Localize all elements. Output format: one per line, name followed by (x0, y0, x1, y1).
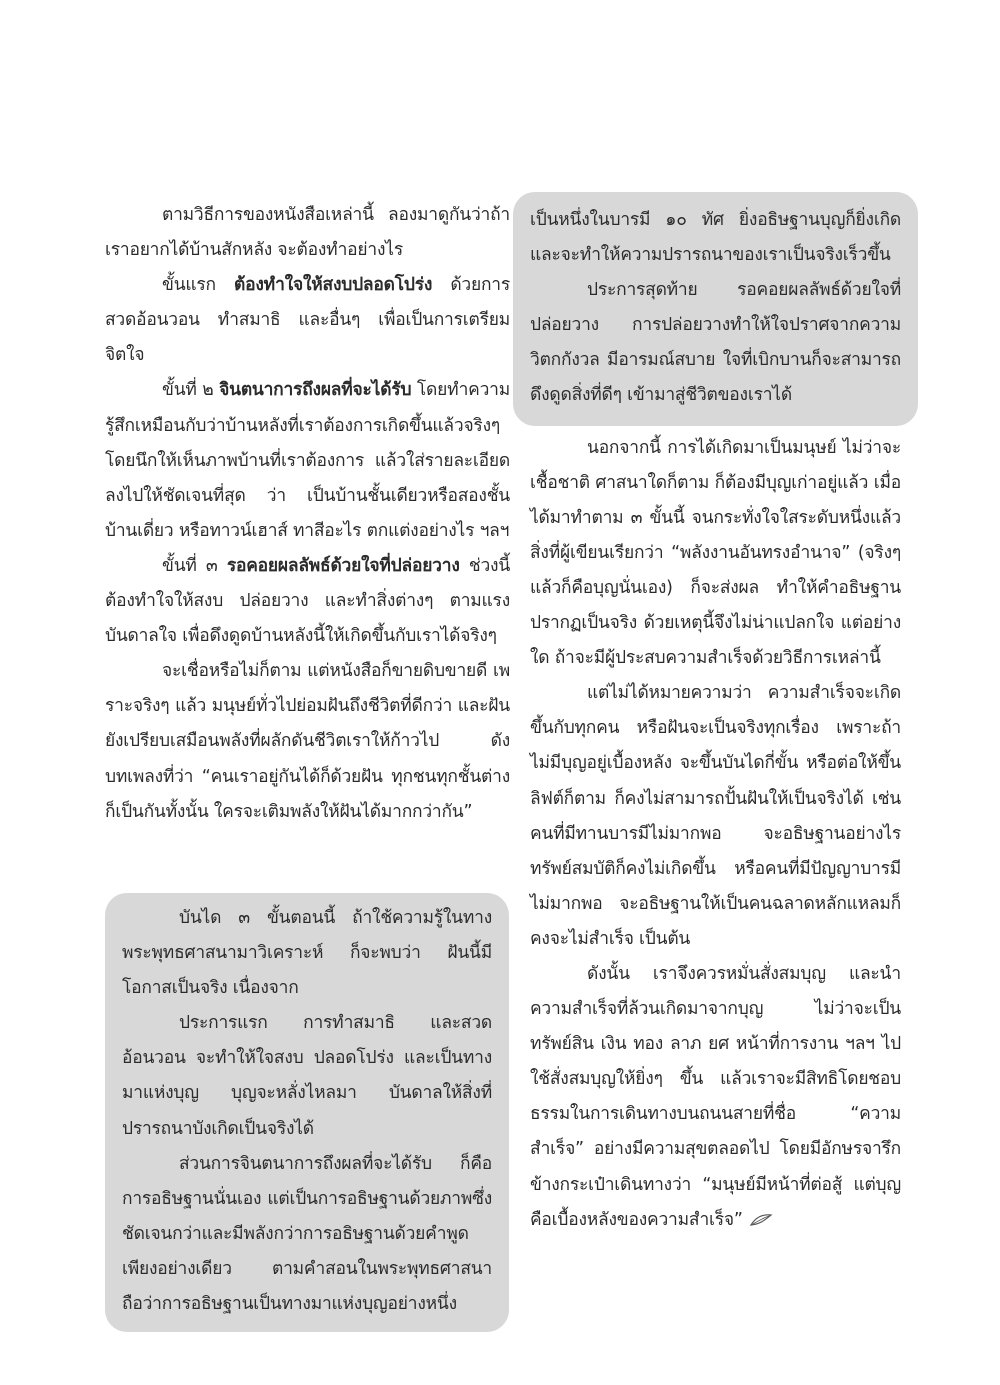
right-box-paragraph-1: เป็นหนึ่งในบารมี ๑๐ ทัศ ยิ่งอธิษฐานบุญก็ยิ่งเกิดและจะทำให้ความปรารถนาของเราเป็นจริงเร็วขึ้น (530, 210, 901, 266)
step2-bold: จินตนาการถึงผลที่จะได้รับ (219, 380, 412, 401)
step2-rest: โดยทำความรู้สึกเหมือนกับว่าบ้านหลังที่เราต้องการเกิดขึ้นแล้วจริงๆ โดยนึกให้เห็นภาพบ้านที่เราต้องการ แล้วใส่รายละเอียดลงไปให้ชัดเจนที่สุด ว่า เป็นบ้านชั้นเดียวหรือสองชั้น บ้านเดี่ยว หรือทาวน์เฮาส์ ทาสีอะไร ตกแต่งอย่างไร ฯลฯ (105, 380, 510, 541)
step1-lead: ขั้นแรก (162, 275, 235, 296)
step2-paragraph (105, 373, 510, 548)
right-paragraph-3-text: ดังนั้น เราจึงควรหมั่นสั่งสมบุญ และนำความสำเร็จที่ล้วนเกิดมาจากบุญ ไม่ว่าจะเป็นทรัพย์สิน เงิน ทอง ลาภ ยศ หน้าที่การงาน ฯลฯ ไปใช้สั่งสมบุญให้ยิ่งๆ ขึ้น แล้วเราจะมีสิทธิโดยชอบธรรมในการเดินทางบนถนนสายที่ชื่อ “ความสำเร็จ” อย่างมีความสุขตลอดไป โดยมีอักษรจารึกข้างกระเป๋าเดินทางว่า “มนุษย์มีหน้าที่ต่อสู้ แต่บุญคือเบื้องหลังของความสำเร็จ” (530, 963, 901, 1230)
box-paragraph-1: บันได ๓ ขั้นตอนนี้ ถ้าใช้ความรู้ในทางพระพุทธศาสนามาวิเคราะห์ ก็จะพบว่า ฝันนี้มีโอกาสเป็นจริง เนื่องจาก (122, 908, 492, 999)
step1-rest: ด้วยการสวดอ้อนวอน ทำสมาธิ และอื่นๆ เพื่อเป็นการเตรียมจิตใจ (105, 275, 511, 366)
right-paragraph-3 (513, 957, 918, 1238)
left-box-content (122, 901, 492, 1322)
left-column (105, 198, 510, 830)
step2-lead: ขั้นที่ ๒ (162, 380, 220, 401)
right-paragraph-1: นอกจากนี้ การได้เกิดมาเป็นมนุษย์ ไม่ว่าจะเชื้อชาติ ศาสนาใดก็ตาม ก็ต้องมีบุญเก่าอยู่แล้ว เมื่อได้มาทำตาม ๓ ขั้นนี้ จนกระทั่งใจใสระดับหนึ่งแล้ว สิ่งที่ผู้เขียนเรียกว่า “พลังงานอันทรงอำนาจ” (จริงๆ แล้วก็คือบุญนั่นเอง) ก็จะส่งผล ทำให้คำอธิษฐานปรากฏเป็นจริง ด้วยเหตุนี้จึงไม่น่าแปลกใจ แต่อย่างใด ถ้าจะมีผู้ประสบความสำเร็จด้วยวิธีการเหล่านี้ (530, 437, 901, 669)
belief-paragraph: จะเชื่อหรือไม่ก็ตาม แต่หนังสือก็ขายดิบขายดี เพราะจริงๆ แล้ว มนุษย์ทั่วไปย่อมฝันถึงชีวิตที่ดีกว่า และฝันยังเปรียบเสมือนพลังที่ผลักดันชีวิตเราให้ก้าวไป ดังบทเพลงที่ว่า “คนเราอยู่กันได้ก็ด้วยฝัน ทุกชนทุกชั้นต่างก็เป็นกันทั้งนั้น ใครจะเติมพลังให้ฝันได้มากกว่ากัน” (105, 661, 510, 822)
right-column (513, 192, 918, 1238)
box-paragraph-3: ส่วนการจินตนาการถึงผลที่จะได้รับ ก็คือการอธิษฐานนั่นเอง แต่เป็นการอธิษฐานด้วยภาพซึ่งชัดเจนกว่าและมีพลังกว่าการอธิษฐานด้วยคำพูดเพียงอย่างเดียว ตามคำสอนในพระพุทธศาสนาถือว่าการอธิษฐานเป็นทางมาแห่งบุญอย่างหนึ่ง (122, 1153, 492, 1315)
intro-paragraph: ตามวิธีการของหนังสือเหล่านี้ ลองมาดูกันว่าถ้าเราอยากได้บ้านสักหลัง จะต้องทำอย่างไร (105, 205, 510, 261)
leaf-end-mark-icon (749, 1213, 773, 1227)
right-highlight-box (513, 192, 918, 426)
step1-bold: ต้องทำใจให้สงบปลอดโปร่ง (234, 275, 433, 296)
step3-bold: รอคอยผลลัพธ์ด้วยใจที่ปล่อยวาง (226, 555, 460, 576)
box-paragraph-2: ประการแรก การทำสมาธิ และสวดอ้อนวอน จะทำให้ใจสงบ ปลอดโปร่ง และเป็นทางมาแห่งบุญ บุญจะหลั่งไหลมา บันดาลให้สิ่งที่ปรารถนาบังเกิดเป็นจริงได้ (122, 1013, 492, 1139)
right-box-paragraph-2: ประการสุดท้าย รอคอยผลลัพธ์ด้วยใจที่ปล่อยวาง การปล่อยวางทำให้ใจปราศจากความวิตกกังวล มีอารมณ์สบาย ใจที่เบิกบานก็จะสามารถดึงดูดสิ่งที่ดีๆ เข้ามาสู่ชีวิตของเราได้ (530, 280, 901, 406)
step1-paragraph (105, 268, 510, 373)
step3-rest: ช่วงนี้ต้องทำใจให้สงบ ปล่อยวาง และทำสิ่งต่างๆ ตามแรงบันดาลใจ เพื่อดึงดูดบ้านหลังนี้ให้เกิดขึ้นกับเราได้จริงๆ (105, 555, 511, 647)
step3-lead: ขั้นที่ ๓ (162, 555, 227, 576)
step3-paragraph (105, 549, 510, 654)
right-paragraph-2: แต่ไม่ได้หมายความว่า ความสำเร็จจะเกิดขึ้นกับทุกคน หรือฝันจะเป็นจริงทุกเรื่อง เพราะถ้าไม่มีบุญอยู่เบื้องหลัง จะขึ้นบันไดกี่ขั้น หรือต่อให้ขึ้นลิฟต์ก็ตาม ก็คงไม่สามารถปั้นฝันให้เป็นจริงได้ เช่น คนที่มีทานบารมีไม่มากพอ จะอธิษฐานอย่างไรทรัพย์สมบัติก็คงไม่เกิดขึ้น หรือคนที่มีปัญญาบารมีไม่มากพอ จะอธิษฐานให้เป็นคนฉลาดหลักแหลมก็คงจะไม่สำเร็จ เป็นต้น (530, 683, 901, 949)
